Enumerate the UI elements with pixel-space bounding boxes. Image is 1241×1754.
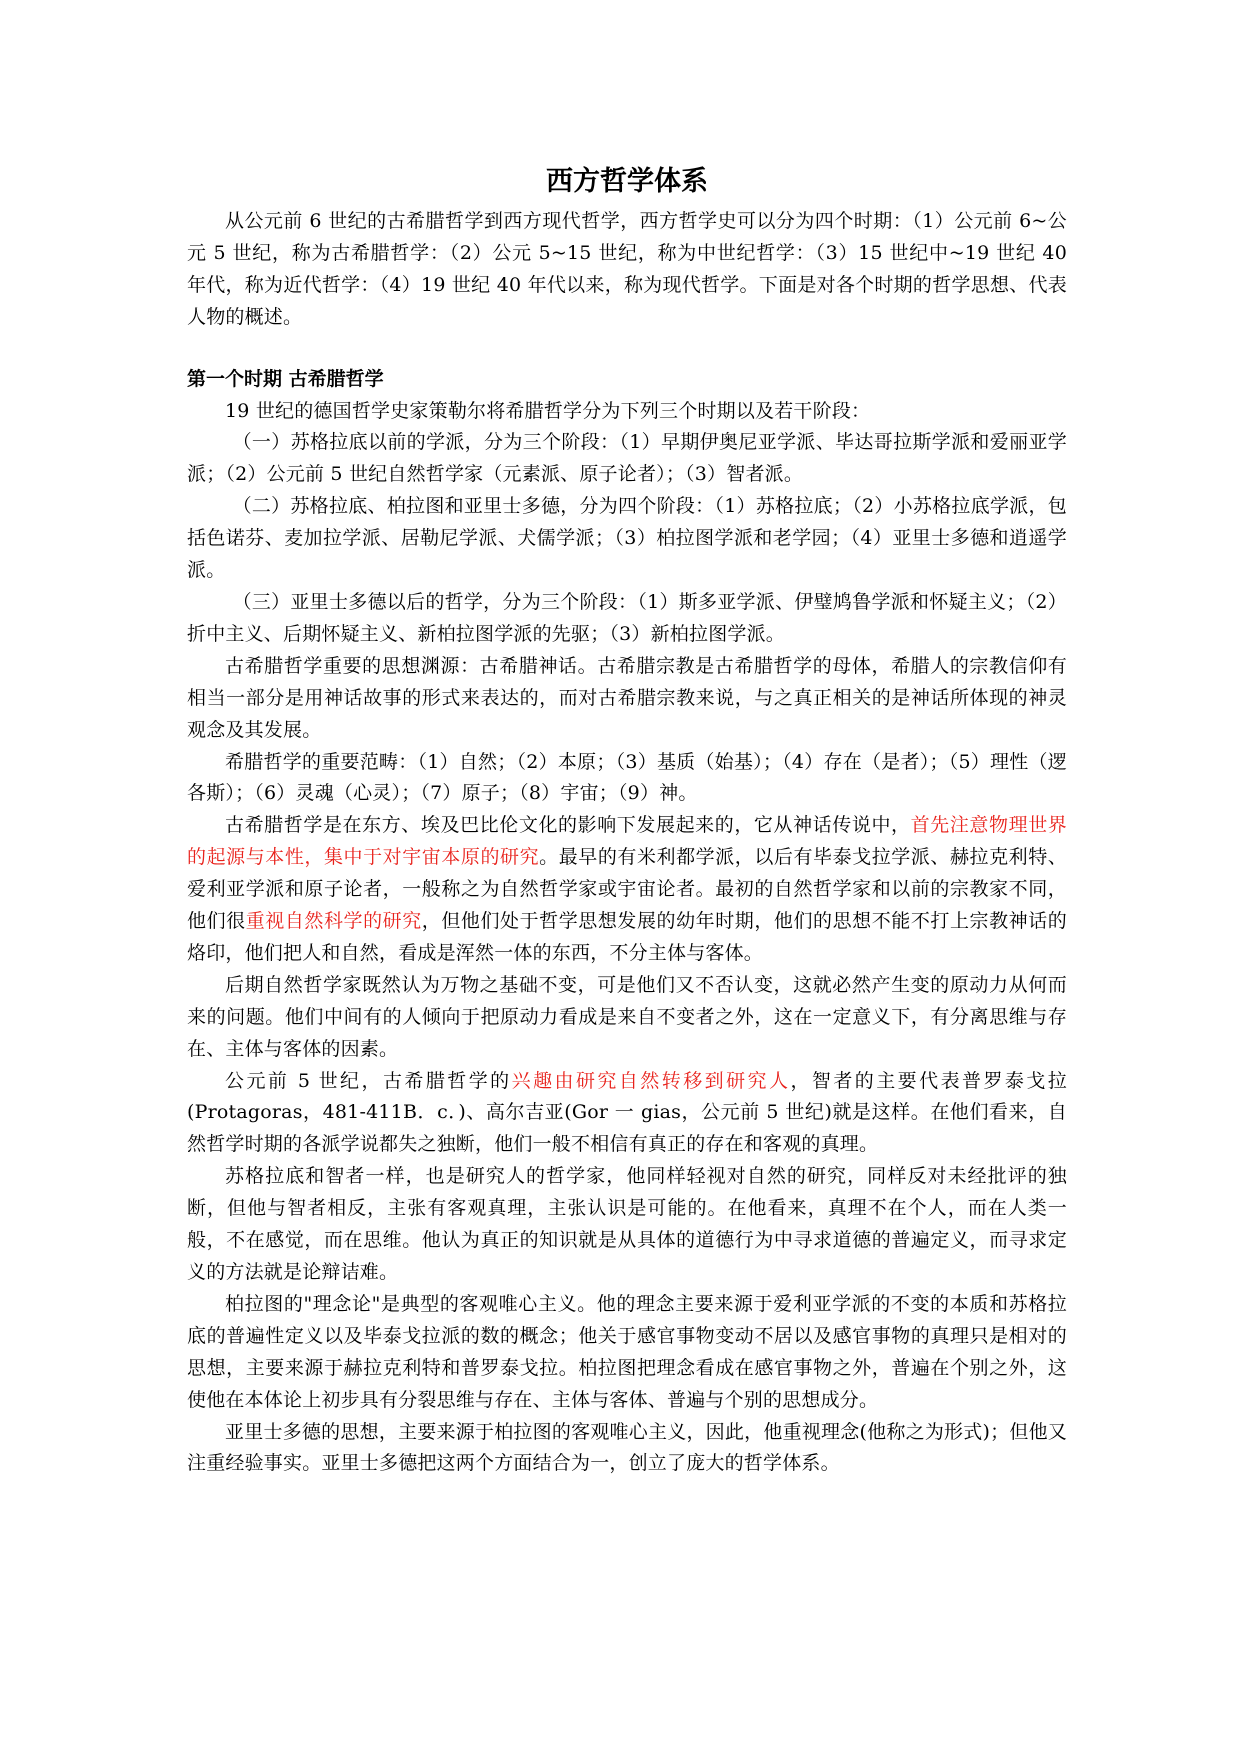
section-heading: 第一个时期 古希腊哲学 [187,367,384,390]
highlighted-text: 重视自然科学的研究 [245,910,422,933]
paragraph-natural-philosophy [187,810,1067,970]
document-title: 西方哲学体系 [546,166,708,197]
paragraph-zeller-periods: 19 世纪的德国哲学史家策勒尔将希腊哲学分为下列三个时期以及若干阶段： [225,399,871,422]
paragraph-period-two: （二）苏格拉底、柏拉图和亚里士多德，分为四个阶段：（1）苏格拉底；（2）小苏格拉底学派，包括色诺芬、麦加拉学派、居勒尼学派、犬儒学派；（3）柏拉图学派和老学园；（4）亚里士多德和逍遥学派。 [187,495,1067,582]
paragraph-categories: 希腊哲学的重要范畴：（1）自然；（2）本原；（3）基质（始基）；（4）存在（是者）；（5）理性（逻各斯）；（6）灵魂（心灵）；（7）原子；（8）宇宙；（9）神。 [187,750,1067,805]
highlighted-text: 首先注意物理世界的起源与本性，集中于对宇宙本原的研究 [187,814,1067,869]
paragraph-later-natural-philosophers: 后期自然哲学家既然认为万物之基础不变，可是他们又不否认变，这就必然产生变的原动力从何而来的问题。他们中间有的人倾向于把原动力看成是来自不变者之外，这在一定意义下，有分离思维与存在、主体与客体的因素。 [187,973,1067,1060]
paragraph-aristotle: 亚里士多德的思想，主要来源于柏拉图的客观唯心主义，因此，他重视理念(他称之为形式)；但他又注重经验事实。亚里士多德把这两个方面结合为一，创立了庞大的哲学体系。 [187,1420,1067,1475]
text-run: 。最早的有米利都学派，以后有毕泰戈拉学派、赫拉克利特、爱利亚学派和原子论者，一般称之为自然哲学家或宇宙论者。最初的自然哲学家和以前的宗教家不同，他们很 [187,846,1067,933]
text-run: 公元前 5 世纪，古希腊哲学的 [225,1069,512,1092]
paragraph-period-three: （三）亚里士多德以后的哲学，分为三个阶段：（1）斯多亚学派、伊璧鸠鲁学派和怀疑主义；（2）折中主义、后期怀疑主义、新柏拉图学派的先驱；（3）新柏拉图学派。 [187,590,1067,645]
paragraph-mythology: 古希腊哲学重要的思想渊源：古希腊神话。古希腊宗教是古希腊哲学的母体，希腊人的宗教信仰有相当一部分是用神话故事的形式来表达的，而对古希腊宗教来说，与之真正相关的是神话所体现的神灵观念及其发展。 [187,654,1067,741]
paragraph-sophists [187,1066,1067,1162]
text-run: ，智者的主要代表普罗泰戈拉(Protagoras，481-411B．c．)、高尔吉亚(Gor 一 gias，公元前 5 世纪)就是这样。在他们看来，自然哲学时期的各派学说都失之独断，他们一般不相信有真正的存在和客观的真理。 [187,1069,1067,1156]
text-run: ，但他们处于哲学思想发展的幼年时期，他们的思想不能不打上宗教神话的烙印，他们把人和自然，看成是浑然一体的东西，不分主体与客体。 [187,910,1067,964]
paragraph-plato: 柏拉图的"理念论"是典型的客观唯心主义。他的理念主要来源于爱利亚学派的不变的本质和苏格拉底的普遍性定义以及毕泰戈拉派的数的概念；他关于感官事物变动不居以及感官事物的真理只是相对的思想，主要来源于赫拉克利特和普罗泰戈拉。柏拉图把理念看成在感官事物之外，普遍在个别之外，这使他在本体论上初步具有分裂思维与存在、主体与客体、普遍与个别的思想成分。 [187,1292,1067,1411]
document-body [187,162,1067,1480]
intro-paragraph: 从公元前 6 世纪的古希腊哲学到西方现代哲学，西方哲学史可以分为四个时期：（1）公元前 6~公元 5 世纪，称为古希腊哲学：（2）公元 5~15 世纪，称为中世纪哲学：（3）15 世纪中~19 世纪 40 年代，称为近代哲学：（4）19 世纪 40 年代以来，称为现代哲学。下面是对各个时期的哲学思想、代表人物的概述。 [187,210,1067,328]
highlighted-text: 兴趣由研究自然转移到研究人 [511,1069,791,1092]
paragraph-period-one: （一）苏格拉底以前的学派，分为三个阶段：（1）早期伊奥尼亚学派、毕达哥拉斯学派和爱丽亚学派；（2）公元前 5 世纪自然哲学家（元素派、原子论者）；（3）智者派。 [187,431,1067,486]
paragraph-socrates: 苏格拉底和智者一样，也是研究人的哲学家，他同样轻视对自然的研究，同样反对未经批评的独断，但他与智者相反，主张有客观真理，主张认识是可能的。在他看来，真理不在个人，而在人类一般，不在感觉，而在思维。他认为真正的知识就是从具体的道德行为中寻求道德的普遍定义，而寻求定义的方法就是论辩诘难。 [187,1165,1067,1283]
text-run: 古希腊哲学是在东方、埃及巴比伦文化的影响下发展起来的，它从神话传说中， [225,814,911,837]
